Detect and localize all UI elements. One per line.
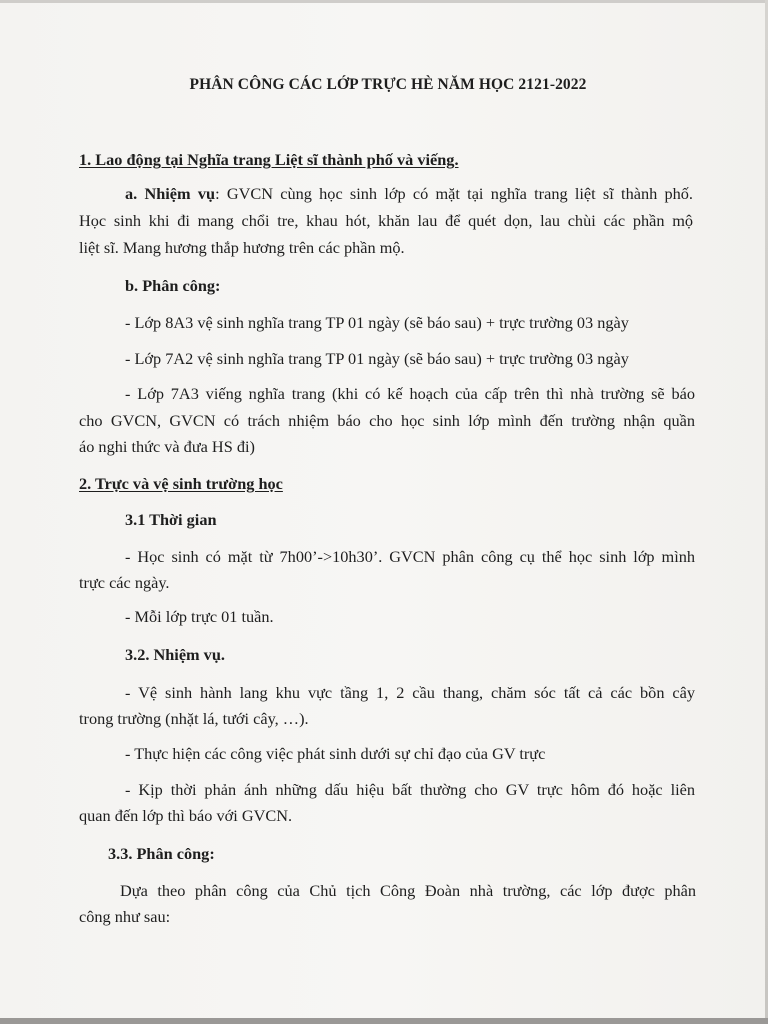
section-3-1-item1-line2: trực các ngày. [79, 573, 170, 592]
section1-a-line1 [125, 184, 693, 204]
section1-a-line1-text: : GVCN cùng học sinh lớp có mặt tại nghĩa trang liệt sĩ thành phố. [215, 184, 693, 203]
section1-b-item3-line3: áo nghi thức và đưa HS đi) [79, 437, 255, 456]
section-3-3-para-line2: công như sau: [79, 907, 171, 926]
section-3-3-para-line1: Dựa theo phân công của Chủ tịch Công Đoàn nhà trường, các lớp được phân [120, 881, 696, 900]
section1-b-label: b. Phân công: [125, 276, 221, 295]
section-3-2-item3-line1: - Kịp thời phản ánh những dấu hiệu bất thường cho GV trực hôm đó hoặc liên [125, 780, 695, 799]
section2-heading: 2. Trực và vệ sinh trường học [79, 474, 283, 493]
section-3-1-item1-line1: - Học sinh có mặt từ 7h00’->10h30’. GVCN phân công cụ thể học sinh lớp mình [125, 547, 695, 566]
section-3-2-item1-line1: - Vệ sinh hành lang khu vực tầng 1, 2 cầu thang, chăm sóc tất cả các bồn cây [125, 683, 695, 702]
scan-edge-top [0, 0, 768, 3]
section-3-3-heading: 3.3. Phân công: [108, 844, 215, 863]
section-3-2-item2: - Thực hiện các công việc phát sinh dưới sự chỉ đạo của GV trực [125, 744, 546, 763]
section1-b-item3-line2: cho GVCN, GVCN có trách nhiệm báo cho học sinh lớp mình đến trường nhận quần [79, 411, 695, 430]
section1-heading: 1. Lao động tại Nghĩa trang Liệt sĩ thành phố và viếng. [79, 150, 459, 169]
section-3-1-heading: 3.1 Thời gian [125, 510, 217, 529]
section1-a-line2: Học sinh khi đi mang chổi tre, khau hót, khăn lau để quét dọn, lau chùi các phần mộ [79, 211, 693, 230]
section1-a-line3: liệt sĩ. Mang hương thắp hương trên các phần mộ. [79, 238, 405, 257]
section1-b-item2: - Lớp 7A2 vệ sinh nghĩa trang TP 01 ngày (sẽ báo sau) + trực trường 03 ngày [125, 349, 629, 368]
section1-b-item3-line1: - Lớp 7A3 viếng nghĩa trang (khi có kế hoạch của cấp trên thì nhà trường sẽ báo [125, 384, 695, 403]
section1-a-label: a. Nhiệm vụ [125, 184, 216, 203]
scan-edge-bottom [0, 1018, 768, 1024]
document-title: PHÂN CÔNG CÁC LỚP TRỰC HÈ NĂM HỌC 2121-2022 [189, 76, 587, 93]
section-3-2-item3-line2: quan đến lớp thì báo với GVCN. [79, 806, 293, 825]
section-3-2-heading: 3.2. Nhiệm vụ. [125, 645, 225, 664]
section1-b-item1: - Lớp 8A3 vệ sinh nghĩa trang TP 01 ngày (sẽ báo sau) + trực trường 03 ngày [125, 313, 629, 332]
section-3-1-item2: - Mỗi lớp trực 01 tuần. [125, 607, 274, 626]
section-3-2-item1-line2: trong trường (nhặt lá, tưới cây, …). [79, 709, 309, 728]
